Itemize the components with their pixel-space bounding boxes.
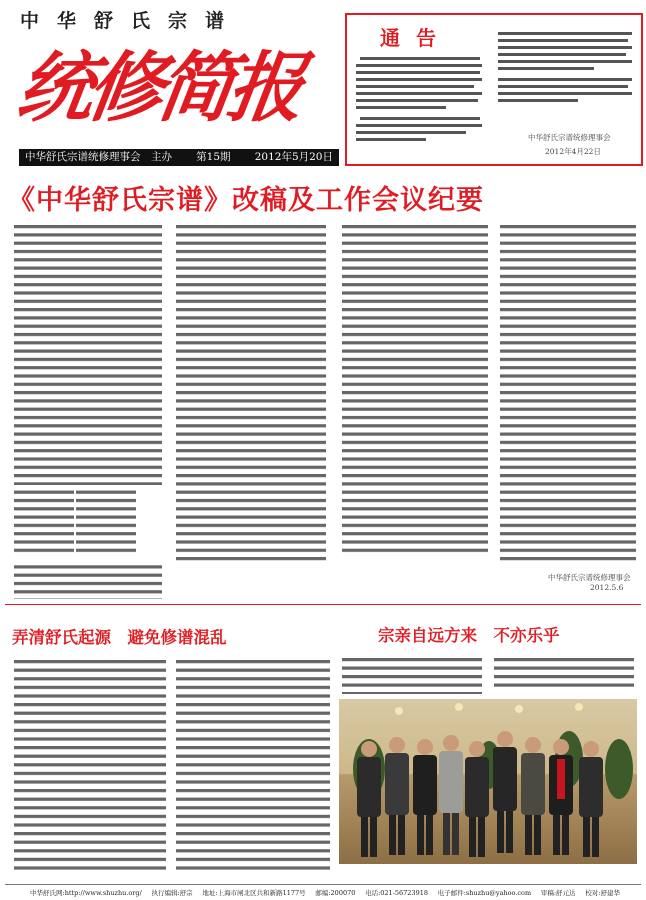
group-photo-figures — [339, 699, 637, 864]
origin-article-body — [14, 660, 336, 876]
visit-col-2 — [494, 658, 634, 688]
main-article-body — [14, 225, 640, 600]
masthead-info-bar — [19, 149, 339, 166]
footer-rule — [5, 884, 641, 885]
main-col-1a — [14, 225, 162, 485]
notice-text-lines-right — [498, 30, 636, 130]
series-title: 中华舒氏宗谱 — [20, 10, 243, 32]
footer — [30, 888, 620, 897]
notice-title: 通告 — [380, 26, 452, 50]
footer-website: 中华舒氏网:http://www.shuzhu.org/ — [30, 889, 142, 897]
main-col-1-list — [14, 487, 74, 557]
footer-email: 电子邮件:shuzhu@yahoo.com — [437, 889, 532, 897]
section-divider — [5, 604, 641, 605]
footer-editor: 执行编辑:舒宗 — [151, 889, 193, 897]
notice-text-left — [356, 55, 486, 145]
notice-text-lines — [356, 55, 486, 145]
main-col-4 — [500, 225, 636, 561]
main-signature: 中华舒氏宗谱统修理事会 — [548, 573, 631, 582]
issue-number: 第15期 — [196, 151, 231, 163]
main-col-1-list-b — [76, 487, 136, 557]
notice-signature: 中华舒氏宗谱统修理事会 — [528, 133, 611, 142]
origin-col-1 — [14, 660, 166, 874]
footer-postcode: 邮编:200070 — [315, 889, 356, 897]
main-date: 2012.5.6 — [590, 583, 624, 592]
footer-address: 地址:上海市闸北区共和新路1177号 — [202, 889, 306, 897]
notice-date: 2012年4月22日 — [545, 147, 601, 156]
main-col-3 — [342, 225, 488, 555]
visit-article-body — [342, 658, 638, 696]
visit-headline: 宗亲自远方来 不亦乐乎 — [378, 626, 560, 645]
origin-headline: 弄清舒氏起源 避免修谱混乱 — [12, 628, 227, 647]
footer-proof: 校对:舒建华 — [585, 889, 620, 897]
main-col-2 — [176, 225, 326, 565]
footer-phone: 电话:021-56723918 — [365, 889, 428, 897]
main-headline: 《中华舒氏宗谱》改稿及工作会议纪要 — [8, 185, 484, 216]
visit-col-1 — [342, 658, 482, 694]
paper-title-calligraphy: 统修简报 — [11, 43, 305, 132]
issue-date: 2012年5月20日 — [254, 151, 333, 163]
notice-text-right — [498, 30, 636, 130]
main-col-1b — [14, 561, 162, 599]
origin-col-2 — [176, 660, 330, 874]
footer-review: 审稿:舒元达 — [540, 889, 576, 897]
people-in-photo — [357, 731, 603, 857]
group-photo — [339, 699, 637, 864]
organizer-label: 中华舒氏宗谱统修理事会 主办 — [25, 151, 172, 163]
